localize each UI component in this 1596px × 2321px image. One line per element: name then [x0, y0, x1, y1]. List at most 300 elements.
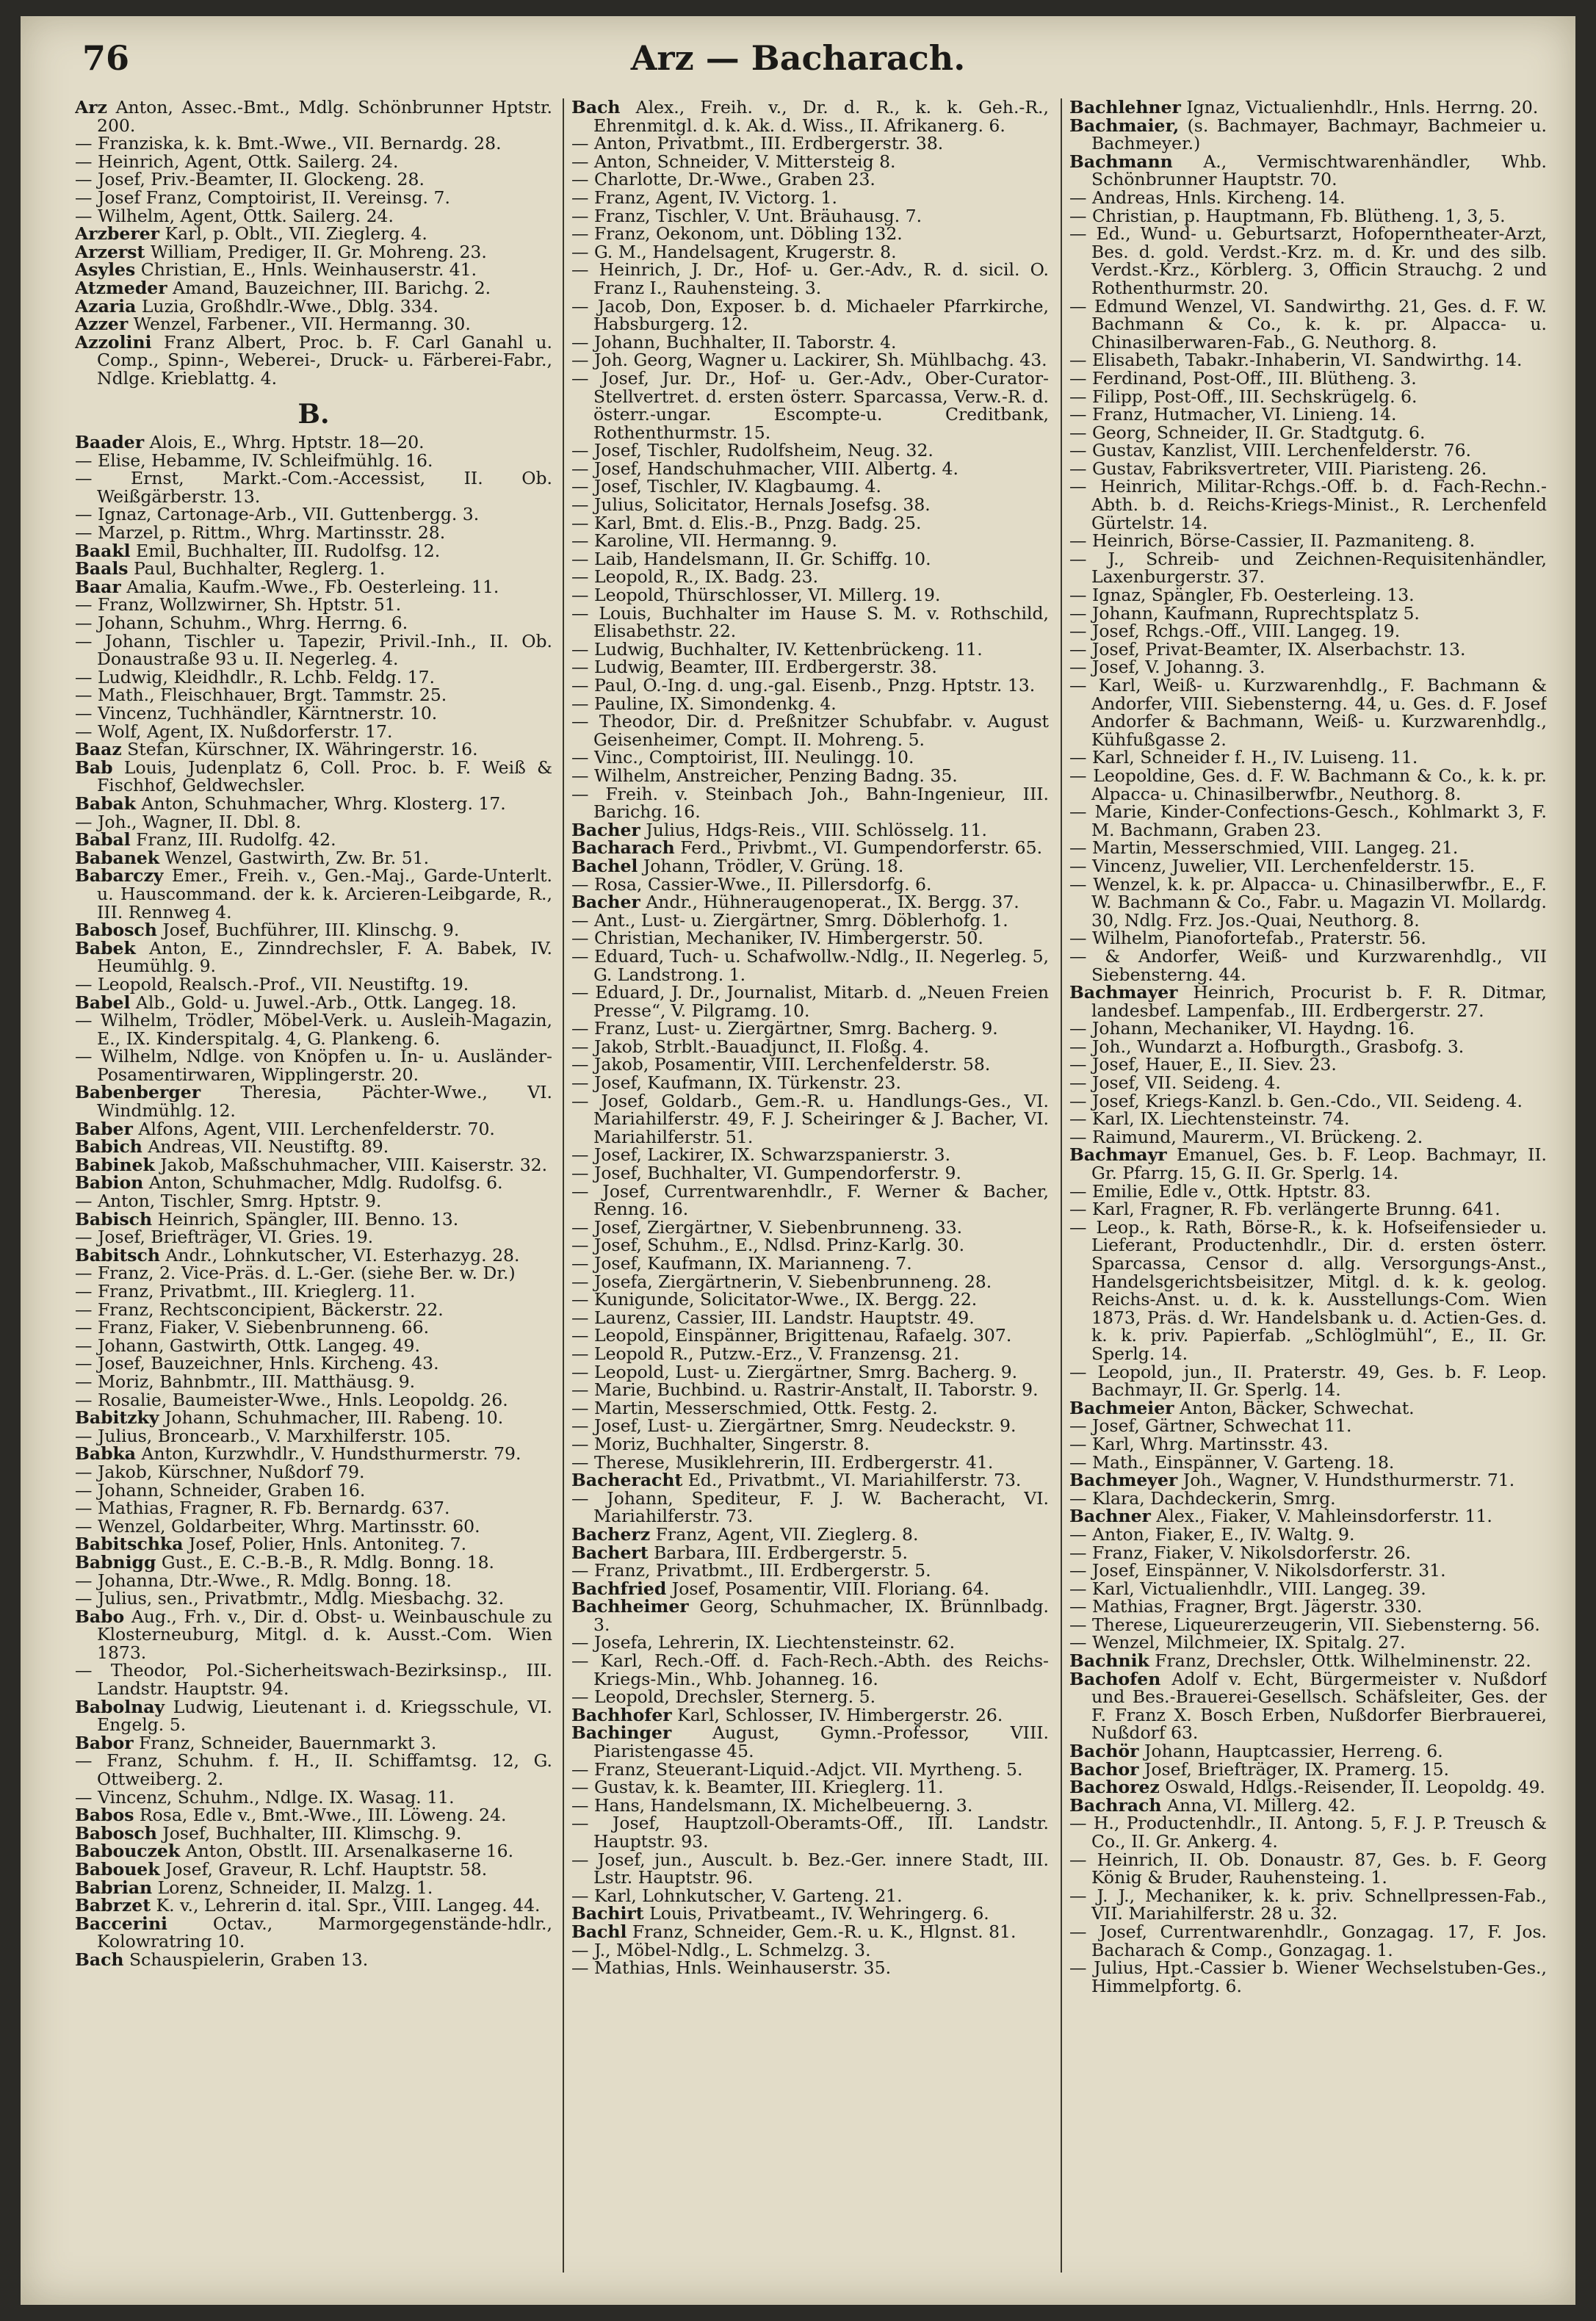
entry-details: — Josef, Briefträger, VI. Gries. 19.	[75, 1227, 374, 1248]
directory-entry	[1069, 857, 1547, 876]
directory-entry	[571, 1309, 1049, 1327]
directory-entry	[1069, 748, 1547, 767]
directory-entry	[1069, 532, 1547, 550]
directory-entry	[571, 1236, 1049, 1255]
directory-entry	[75, 1228, 552, 1246]
entry-details: — Filipp, Post-Off., III. Sechskrügelg. 6.	[1069, 386, 1418, 407]
directory-entry	[1069, 676, 1547, 748]
directory-entry	[1069, 839, 1547, 857]
directory-entry	[75, 578, 552, 596]
directory-entry	[75, 1210, 552, 1229]
entry-details: — Rosa, Cassier-Wwe., II. Pillersdorfg. 6.	[571, 873, 932, 895]
directory-entry	[75, 1246, 552, 1265]
entry-details: — Karl, Schneider f. H., IV. Luiseng. 11.	[1069, 747, 1418, 768]
entry-details: — Josef, Gärtner, Schwechat 11.	[1069, 1415, 1352, 1437]
entry-details: — Freih. v. Steinbach Joh., Bahn-Ingenieur, III. Barichg. 16.	[571, 783, 1049, 823]
entry-surname: Babitzky	[75, 1407, 159, 1429]
directory-entry	[571, 550, 1049, 568]
entry-details: Alex., Fiaker, V. Mahleinsdorferstr. 11.	[1156, 1506, 1492, 1527]
entry-details: — Johann, Schuhm., Whrg. Herrng. 6.	[75, 613, 408, 634]
directory-entry	[571, 1706, 1049, 1725]
directory-entry	[1069, 604, 1547, 623]
entry-surname: Bachor	[1069, 1758, 1139, 1780]
directory-entry	[571, 604, 1049, 640]
directory-entry	[75, 1698, 552, 1734]
directory-entry	[1069, 1417, 1547, 1435]
directory-entry	[1069, 388, 1547, 406]
entry-details: — Karl, Victualienhdlr., VIII. Langeg. 39.	[1069, 1578, 1426, 1599]
directory-entry	[75, 849, 552, 867]
entry-details: — Karl, Weiß- u. Kurzwarenhdlg., F. Bachmann & Andorfer, VIII. Siebensterng. 44, u. Ges. d. F. Josef Andorfer & Bachmann, Weiß- u. Kurzwarenhdlg., Kühfußgasse 2.	[1069, 675, 1547, 750]
directory-entry	[1069, 441, 1547, 460]
entry-details: Adolf v. Echt, Bürgermeister v. Nußdorf und Bes.-Brauerei-Gesellsch. Schäfsleiter, Ges. der F. Franz X. Bosch Erben, Nußdorfer Bierbrauerei, Nußdorf 63.	[1091, 1668, 1547, 1744]
entry-details: Ludwig, Lieutenant i. d. Kriegsschule, VI. Engelg. 5.	[97, 1696, 552, 1736]
entry-details: Andreas, VII. Neustiftg. 89.	[148, 1136, 389, 1158]
directory-entry	[1069, 189, 1547, 207]
directory-entry	[1069, 767, 1547, 803]
directory-entry	[75, 1951, 552, 1969]
directory-entry	[75, 297, 552, 316]
directory-entry	[1069, 586, 1547, 604]
entry-details: — Ludwig, Kleidhdlr., R. Lchb. Feldg. 17.	[75, 666, 436, 687]
entry-details: — Leopold, Drechsler, Sternerg. 5.	[571, 1686, 876, 1708]
entry-details: Josef, Polier, Hnls. Antoniteg. 7.	[188, 1534, 467, 1555]
directory-entry	[571, 98, 1049, 134]
directory-entry	[571, 1216, 1049, 1238]
entry-details: Schauspielerin, Graben 13.	[129, 1949, 369, 1970]
entry-details: — Christian, Mechaniker, IV. Himbergerstr. 50.	[571, 928, 983, 949]
directory-entry	[571, 1399, 1049, 1418]
directory-entry	[75, 614, 552, 632]
entry-surname: Azaria	[75, 295, 137, 317]
entry-details: (s. Bachmayer, Bachmayr, Bachmeier u. Bachmeyer.)	[1091, 115, 1547, 154]
directory-entry	[571, 785, 1049, 821]
entry-details: Emanuel, Ges. b. F. Leop. Bachmayr, II. Gr. Pfarrg. 15, G. II. Gr. Sperlg. 14.	[1091, 1144, 1547, 1184]
entry-details: Louis, Privatbeamt., IV. Wehringerg. 6.	[649, 1903, 989, 1924]
directory-entry	[571, 857, 1049, 876]
entry-surname: Asyles	[75, 259, 136, 281]
entry-details: Franz, Drechsler, Ottk. Wilhelminenstr. 22.	[1155, 1650, 1531, 1672]
entry-details: — Josef, Currentwarenhdlr., F. Werner & Bacher, Renng. 16.	[571, 1180, 1049, 1220]
entry-details: — Karl, IX. Liechtensteinstr. 74.	[1069, 1108, 1350, 1130]
entry-details: — Joh., Wagner, II. Dbl. 8.	[75, 811, 302, 832]
entry-surname: Babnigg	[75, 1551, 156, 1573]
entry-surname: Bachrach	[1069, 1794, 1162, 1816]
entry-details: — Mathias, Fragner, R. Fb. Bernardg. 637.	[75, 1498, 450, 1519]
entry-details: — Johann, Kaufmann, Ruprechtsplatz 5.	[1069, 602, 1420, 624]
entry-details: — Jakob, Posamentir, VIII. Lerchenfelderstr. 58.	[571, 1054, 991, 1075]
entry-surname: Baber	[75, 1118, 133, 1139]
entry-details: — Julius, Hpt.-Cassier b. Wiener Wechselstuben-Ges., Himmelpfortg. 6.	[1069, 1957, 1547, 1996]
entry-details: — Franz, Fiaker, V. Nikolsdorferstr. 26.	[1069, 1542, 1412, 1563]
directory-entry	[1069, 1507, 1547, 1526]
directory-entry	[1069, 640, 1547, 659]
directory-entry	[75, 1824, 552, 1843]
directory-entry	[1069, 1814, 1547, 1850]
entry-details: — Josef, Kriegs-Kanzl. b. Gen.-Cdo., VII. Seideng. 4.	[1069, 1090, 1523, 1111]
directory-entry	[571, 189, 1049, 207]
entry-details: — Josef, Schuhm., E., Ndlsd. Prinz-Karlg. 30.	[571, 1235, 965, 1256]
entry-details: Anton, Schuhmacher, Whrg. Klosterg. 17.	[141, 793, 506, 814]
entry-details: — Josef, Handschuhmacher, VIII. Albertg. 4.	[571, 458, 958, 479]
entry-details: — Karl, Whrg. Martinsstr. 43.	[1069, 1433, 1329, 1454]
entry-surname: Bachel	[571, 855, 638, 876]
entry-details: — Gustav, Fabriksvertreter, VIII. Piaristeng. 26.	[1069, 458, 1487, 479]
column-divider	[1061, 98, 1062, 2273]
entry-details: — Jakob, Strblt.-Bauadjunct, II. Floßg. 4.	[571, 1036, 930, 1057]
directory-entry	[1069, 1580, 1547, 1598]
entry-details: Barbara, III. Erdbergerstr. 5.	[654, 1542, 909, 1563]
directory-entry	[571, 1074, 1049, 1092]
directory-entry	[75, 542, 552, 560]
entry-details: Georg, Schuhmacher, IX. Brünnlbadg. 3.	[593, 1596, 1049, 1635]
directory-entry	[75, 261, 552, 279]
directory-entry	[571, 712, 1049, 748]
directory-entry	[75, 939, 552, 975]
directory-entry	[1069, 1851, 1547, 1887]
directory-entry	[1069, 1634, 1547, 1652]
entry-details: Ignaz, Victualienhdlr., Hnls. Herrng. 20.	[1186, 98, 1539, 118]
entry-surname: Bachert	[571, 1542, 649, 1563]
column-left	[75, 98, 552, 2287]
entry-surname: Babor	[75, 1732, 134, 1753]
directory-entry	[75, 704, 552, 723]
entry-surname: Bacherz	[571, 1523, 651, 1545]
directory-entry	[1069, 1128, 1547, 1147]
directory-entry	[75, 134, 552, 153]
entry-details: — Josef, Jur. Dr., Hof- u. Ger.-Adv., Ober-Curator-Stellvertret. d. ersten österr. Sparcassa, Verw.-R. d. österr.-ungar. Escompte-u. Creditbank, Rothenthurmstr. 15.	[571, 367, 1049, 443]
directory-entry	[75, 279, 552, 297]
directory-entry	[1069, 1110, 1547, 1128]
entry-details: — Franziska, k. k. Bmt.-Wwe., VII. Bernardg. 28.	[75, 133, 502, 154]
entry-details: — Josef Franz, Comptoirist, II. Vereinsg. 7.	[75, 187, 450, 208]
directory-entry	[571, 1941, 1049, 1960]
section-letter: B.	[297, 398, 330, 430]
entry-details: — Martin, Messerschmied, Ottk. Festg. 2.	[571, 1397, 938, 1418]
directory-entry	[1069, 929, 1547, 947]
entry-details: — Franz, Wollzwirner, Sh. Hptstr. 51.	[75, 594, 402, 616]
page-number: 76	[82, 38, 130, 78]
directory-entry	[75, 975, 552, 994]
directory-entry	[571, 1471, 1049, 1490]
directory-entry	[75, 759, 552, 795]
entry-details: — Ant., Lust- u. Ziergärtner, Smrg. Döblerhofg. 1.	[571, 909, 1008, 931]
directory-entry	[75, 1860, 552, 1879]
directory-entry	[75, 1463, 552, 1481]
entry-details: — Theodor, Pol.-Sicherheitswach-Bezirksinsp., III. Landstr. Hauptstr. 94.	[75, 1660, 552, 1700]
entry-details: — Hans, Handelsmann, IX. Michelbeuerng. 3.	[571, 1794, 973, 1816]
entry-surname: Arz	[75, 98, 107, 118]
directory-entry	[1069, 1451, 1547, 1473]
entry-details: — Vinc., Comptoirist, III. Neulingg. 10.	[571, 747, 914, 768]
entry-details: Josef, Buchführer, III. Klinschg. 9.	[162, 920, 460, 941]
entry-details: — Georg, Schneider, II. Gr. Stadtgutg. 6.	[1069, 422, 1426, 443]
directory-entry	[1069, 1055, 1547, 1074]
directory-entry	[571, 676, 1049, 695]
directory-entry	[75, 1156, 552, 1174]
entry-surname: Babouczek	[75, 1841, 181, 1862]
entry-details: — Johanna, Dtr.-Wwe., R. Mdlg. Bonng. 18.	[75, 1570, 452, 1591]
directory-entry	[75, 243, 552, 261]
directory-entry	[75, 1734, 552, 1753]
entry-details: — Wilhelm, Agent, Ottk. Sailerg. 24.	[75, 205, 394, 226]
directory-entry	[1069, 1887, 1547, 1923]
directory-entry	[1069, 460, 1547, 478]
entry-details: Josef, Buchhalter, III. Klimschg. 9.	[162, 1822, 462, 1844]
entry-surname: Baar	[75, 576, 121, 597]
entry-details: — Klara, Dachdeckerin, Smrg.	[1069, 1487, 1336, 1509]
entry-details: Anna, VI. Millerg. 42.	[1166, 1794, 1356, 1816]
directory-entry	[1069, 405, 1547, 424]
entry-details: Anton, E., Zinndrechsler, F. A. Babek, IV. Heumühlg. 9.	[97, 937, 552, 977]
directory-entry	[75, 1318, 552, 1337]
directory-entry	[571, 1523, 1049, 1545]
directory-entry	[75, 1589, 552, 1608]
entry-surname: Bachorez	[1069, 1777, 1160, 1798]
entry-surname: Azzer	[75, 314, 129, 335]
entry-details: — Josef, VII. Seideng. 4.	[1069, 1072, 1281, 1094]
entry-surname: Baakl	[75, 540, 131, 561]
entry-details: — Gustav, k. k. Beamter, III. Krieglerg. 11.	[571, 1777, 944, 1798]
directory-entry	[571, 821, 1049, 840]
directory-entry	[1069, 1616, 1547, 1634]
directory-entry	[571, 909, 1049, 931]
entry-details: Theresia, Pächter-Wwe., VI. Windmühlg. 12.	[97, 1082, 552, 1122]
entry-surname: Baader	[75, 432, 145, 453]
directory-entry	[75, 505, 552, 524]
entry-details: Anton, Bäcker, Schwechat.	[1180, 1397, 1415, 1418]
entry-details: Emil, Buchhalter, III. Rudolfsg. 12.	[136, 540, 441, 561]
entry-details: — Heinrich, Börse-Cassier, II. Pazmaniteng. 8.	[1069, 530, 1476, 552]
entry-details: — Josef, Hauptzoll-Oberamts-Off., III. Landstr. Hauptstr. 93.	[571, 1813, 1049, 1852]
entry-details: Franz, Schneider, Gem.-R. u. K., Hlgnst. 81.	[632, 1921, 1017, 1942]
entry-details: — Johann, Schneider, Graben 16.	[75, 1479, 366, 1501]
directory-entry	[571, 568, 1049, 586]
entry-details: — Josef, Kaufmann, IX. Marianneng. 7.	[571, 1253, 912, 1274]
directory-entry	[1069, 297, 1547, 352]
entry-details: — Josef, Kaufmann, IX. Türkenstr. 23.	[571, 1072, 901, 1094]
entry-details: — Leopold, Lust- u. Ziergärtner, Smrg. Bacherg. 9.	[571, 1361, 1018, 1382]
entry-details: — Therese, Musiklehrerin, III. Erdbergerstr. 41.	[571, 1451, 994, 1473]
entry-details: — J., Möbel-Ndlg., L. Schmelzg. 3.	[571, 1939, 871, 1960]
entry-details: — Josef, Currentwarenhdlr., Gonzagag. 17, F. Jos. Bacharach & Comp., Gonzagag. 1.	[1069, 1921, 1547, 1960]
entry-details: Franz, Agent, VII. Zieglerg. 8.	[655, 1523, 919, 1545]
entry-details: Anton, Obstlt. III. Arsenalkaserne 16.	[185, 1841, 514, 1862]
directory-entry	[571, 1092, 1049, 1147]
entry-surname: Bachner	[1069, 1506, 1151, 1527]
directory-entry	[571, 207, 1049, 225]
entry-details: Gust., E. C.-B.-B., R. Mdlg. Bonng. 18.	[161, 1551, 494, 1573]
entry-details: — Wilhelm, Anstreicher, Penzing Badng. 35.	[571, 765, 958, 786]
entry-surname: Baccerini	[75, 1913, 167, 1934]
directory-entry	[571, 1055, 1049, 1074]
directory-entry	[1069, 153, 1547, 189]
directory-entry	[1069, 1019, 1547, 1038]
entry-details: Alex., Freih. v., Dr. d. R., k. k. Geh.-R., Ehrenmitgl. d. k. Ak. d. Wiss., II. Afrikanerg. 6.	[593, 98, 1049, 136]
entry-details: — Wilhelm, Pianofortefab., Praterstr. 56.	[1069, 928, 1426, 949]
entry-surname: Arzberer	[75, 223, 160, 245]
directory-entry	[75, 921, 552, 939]
directory-entry	[1069, 803, 1547, 839]
entry-details: Oswald, Hdlgs.-Reisender, II. Leopoldg. 49.	[1165, 1777, 1545, 1798]
directory-entry	[571, 1905, 1049, 1923]
directory-entry	[1069, 1544, 1547, 1562]
entry-details: — Josef, Tischler, Rudolfsheim, Neug. 32.	[571, 440, 934, 461]
entry-surname: Babo	[75, 1606, 125, 1627]
directory-entry	[571, 1291, 1049, 1309]
entry-details: — Karl, Bmt. d. Elis.-B., Pnzg. Badg. 25.	[571, 512, 922, 533]
directory-entry	[1069, 1180, 1547, 1202]
directory-entry	[571, 695, 1049, 713]
entry-details: Amalia, Kaufm.-Wwe., Fb. Oesterleing. 11.	[126, 576, 499, 597]
directory-entry	[571, 134, 1049, 153]
directory-entry	[75, 1138, 552, 1156]
directory-entry	[571, 640, 1049, 659]
entry-details: A., Vermischtwarenhändler, Whb. Schönbrunner Hauptstr. 70.	[1091, 151, 1547, 190]
directory-entry	[75, 1427, 552, 1445]
entry-surname: Bachinger	[571, 1722, 672, 1744]
directory-entry	[571, 369, 1049, 441]
entry-details: — Ed., Wund- u. Geburtsarzt, Hofoperntheater-Arzt, Bes. d. gold. Verdst.-Krz. m. d. Kr. und des silb. Verdst.-Krz., Körblerg. 3, Officin Strauchg. 2 und Rothenthurmstr. 20.	[1069, 223, 1547, 298]
directory-entry	[571, 297, 1049, 333]
directory-entry	[571, 839, 1049, 857]
entry-details: — Franz, Privatbmt., III. Krieglerg. 11.	[75, 1281, 416, 1302]
directory-entry	[75, 225, 552, 243]
entry-surname: Bachl	[571, 1921, 627, 1942]
entry-details: — Leopold, Einspänner, Brigittenau, Rafaelg. 307.	[571, 1325, 1012, 1346]
directory-entry	[571, 261, 1049, 297]
entry-details: — Franz, Rechtsconcipient, Bäckerstr. 22.	[75, 1299, 444, 1320]
entry-details: — Julius, Broncearb., V. Marxhilferstr. 105.	[75, 1425, 452, 1446]
directory-entry	[571, 947, 1049, 983]
entry-surname: Bachfried	[571, 1578, 667, 1599]
directory-entry	[75, 1915, 552, 1951]
entry-details: — Kunigunde, Solicitator-Wwe., IX. Bergg. 22.	[571, 1289, 978, 1310]
directory-entry	[1069, 658, 1547, 676]
entry-details: Johann, Schuhmacher, III. Rabeng. 10.	[165, 1407, 504, 1429]
entry-details: — Josefa, Lehrerin, IX. Liechtensteinstr. 62.	[571, 1632, 956, 1653]
entry-surname: Babisch	[75, 1208, 153, 1230]
entry-details: — Josef, Bauzeichner, Hnls. Kircheng. 43.	[75, 1353, 439, 1374]
entry-surname: Babak	[75, 793, 137, 814]
entry-details: — Franz, 2. Vice-Präs. d. L.-Ger. (siehe Ber. w. Dr.)	[75, 1263, 516, 1284]
entry-details: — Wilhelm, Trödler, Möbel-Verk. u. Ausleih-Magazin, E., IX. Kinderspitalg. 4, G. Plankeng. 6.	[75, 1010, 552, 1049]
directory-entry	[1069, 1670, 1547, 1742]
directory-entry	[1069, 1146, 1547, 1182]
entry-details: — Ignaz, Spängler, Fb. Oesterleing. 13.	[1069, 585, 1415, 606]
entry-details: — Karl, Rech.-Off. d. Fach-Rech.-Abth. des Reichs-Kriegs-Min., Whb. Johanneg. 16.	[571, 1650, 1049, 1689]
directory-entry	[1069, 1487, 1547, 1509]
entry-details: — Josef, Einspänner, V. Nikolsdorferstr. 31.	[1069, 1560, 1446, 1581]
directory-entry	[571, 1598, 1049, 1634]
entry-details: — Wilhelm, Ndlge. von Knöpfen u. In- u. Ausländer-Posamentirwaren, Wipplingerstr. 20.	[75, 1046, 552, 1085]
directory-entry	[571, 1180, 1049, 1220]
entry-details: — Mathias, Hnls. Weinhauserstr. 35.	[571, 1957, 892, 1979]
entry-details: — Rosalie, Baumeister-Wwe., Hnls. Leopoldg. 26.	[75, 1389, 508, 1410]
entry-details: — Franz, Lust- u. Ziergärtner, Smrg. Bacherg. 9.	[571, 1018, 998, 1039]
directory-entry	[571, 1758, 1049, 1780]
directory-entry	[1069, 1216, 1547, 1364]
directory-entry	[75, 1481, 552, 1500]
entry-details: — J., Schreib- und Zeichnen-Requisitenhändler, Laxenburgerstr. 37.	[1069, 548, 1547, 588]
directory-entry	[571, 1164, 1049, 1183]
entry-details: K. v., Lehrerin d. ital. Spr., VIII. Langeg. 44.	[156, 1895, 541, 1916]
directory-entry	[1069, 1778, 1547, 1797]
directory-entry	[1069, 207, 1547, 225]
entry-details: — Johann, Mechaniker, VI. Haydng. 16.	[1069, 1018, 1415, 1039]
entry-details: — Gustav, Kanzlist, VIII. Lerchenfelderstr. 76.	[1069, 440, 1471, 461]
directory-entry	[571, 1562, 1049, 1580]
entry-details: Emer., Freih. v., Gen.-Maj., Garde-Unterlt. u. Hauscommand. der k. k. Arcieren-Leibgarde, R., III. Rennweg 4.	[97, 865, 552, 923]
directory-entry	[75, 1752, 552, 1788]
directory-entry	[1069, 1435, 1547, 1454]
entry-details: — Marie, Buchbind. u. Rastrir-Anstalt, II. Taborstr. 9.	[571, 1379, 1039, 1401]
directory-entry	[1069, 622, 1547, 640]
directory-entry	[1069, 1652, 1547, 1670]
entry-details: — Charlotte, Dr.-Wwe., Graben 23.	[571, 169, 875, 190]
entry-surname: Babrzet	[75, 1895, 151, 1916]
entry-details: — Marie, Kinder-Confections-Gesch., Kohlmarkt 3, F. M. Bachmann, Graben 23.	[1069, 801, 1547, 840]
entry-surname: Bachirt	[571, 1903, 644, 1924]
entry-details: — Elisabeth, Tabakr.-Inhaberin, VI. Sandwirthg. 14.	[1069, 350, 1523, 371]
entry-details: — Wolf, Agent, IX. Nußdorferstr. 17.	[75, 721, 393, 742]
directory-entry	[571, 586, 1049, 604]
entry-details: — Wenzel, Goldarbeiter, Whrg. Martinsstr. 60.	[75, 1515, 480, 1537]
directory-entry	[1069, 983, 1547, 1019]
entry-surname: Baals	[75, 558, 129, 580]
entry-surname: Bachnik	[1069, 1650, 1149, 1672]
entry-details: Amand, Bauzeichner, III. Barichg. 2.	[173, 277, 491, 298]
directory-entry	[75, 1499, 552, 1517]
directory-entry	[75, 1047, 552, 1083]
entry-details: — Vincenz, Juwelier, VII. Lerchenfelderstr. 15.	[1069, 855, 1476, 876]
directory-entry	[75, 1354, 552, 1373]
directory-entry	[571, 496, 1049, 514]
entry-details: — Pauline, IX. Simondenkg. 4.	[571, 693, 837, 714]
entry-details: William, Prediger, II. Gr. Mohreng. 23.	[150, 241, 487, 262]
directory-entry	[1069, 1758, 1547, 1780]
directory-entry	[571, 243, 1049, 261]
directory-entry	[75, 1192, 552, 1210]
entry-details: — Ludwig, Buchhalter, IV. Kettenbrückeng. 11.	[571, 638, 983, 660]
entry-details: — Josefa, Ziergärtnerin, V. Siebenbrunneng. 28.	[571, 1271, 992, 1292]
entry-surname: Babrian	[75, 1877, 153, 1898]
directory-entry	[571, 1451, 1049, 1473]
entry-details: — Laurenz, Cassier, III. Landstr. Hauptstr. 49.	[571, 1307, 975, 1328]
directory-entry	[1069, 225, 1547, 297]
directory-entry	[75, 433, 552, 452]
directory-entry	[571, 514, 1049, 533]
entry-details: Heinrich, Spängler, III. Benno. 13.	[157, 1208, 459, 1230]
entry-details: Karl, p. Oblt., VII. Zieglerg. 4.	[165, 223, 427, 245]
directory-entry	[75, 723, 552, 741]
directory-entry	[571, 1146, 1049, 1164]
entry-surname: Baaz	[75, 739, 122, 760]
entry-details: Alois, E., Whrg. Hptstr. 18—20.	[149, 432, 425, 453]
entry-details: — Josef, Ziergärtner, V. Siebenbrunneng. 33.	[571, 1216, 963, 1238]
entry-details: — Franz, Tischler, V. Unt. Bräuhausg. 7.	[571, 205, 922, 226]
entry-details: — Moriz, Buchhalter, Singerstr. 8.	[571, 1433, 870, 1454]
entry-details: — Josef, V. Johanng. 3.	[1069, 657, 1265, 678]
entry-details: — Johann, Spediteur, F. J. W. Bacheracht, VI. Mariahilferstr. 73.	[571, 1487, 1049, 1527]
directory-entry	[75, 1337, 552, 1355]
directory-entry	[1069, 98, 1547, 117]
directory-entry	[571, 1326, 1049, 1345]
directory-entry	[75, 596, 552, 614]
directory-entry	[1069, 1794, 1547, 1816]
entry-details: Andr., Lohnkutscher, VI. Esterhazyg. 28.	[165, 1244, 520, 1266]
entry-details: — Emilie, Edle v., Ottk. Hptstr. 83.	[1069, 1180, 1371, 1202]
